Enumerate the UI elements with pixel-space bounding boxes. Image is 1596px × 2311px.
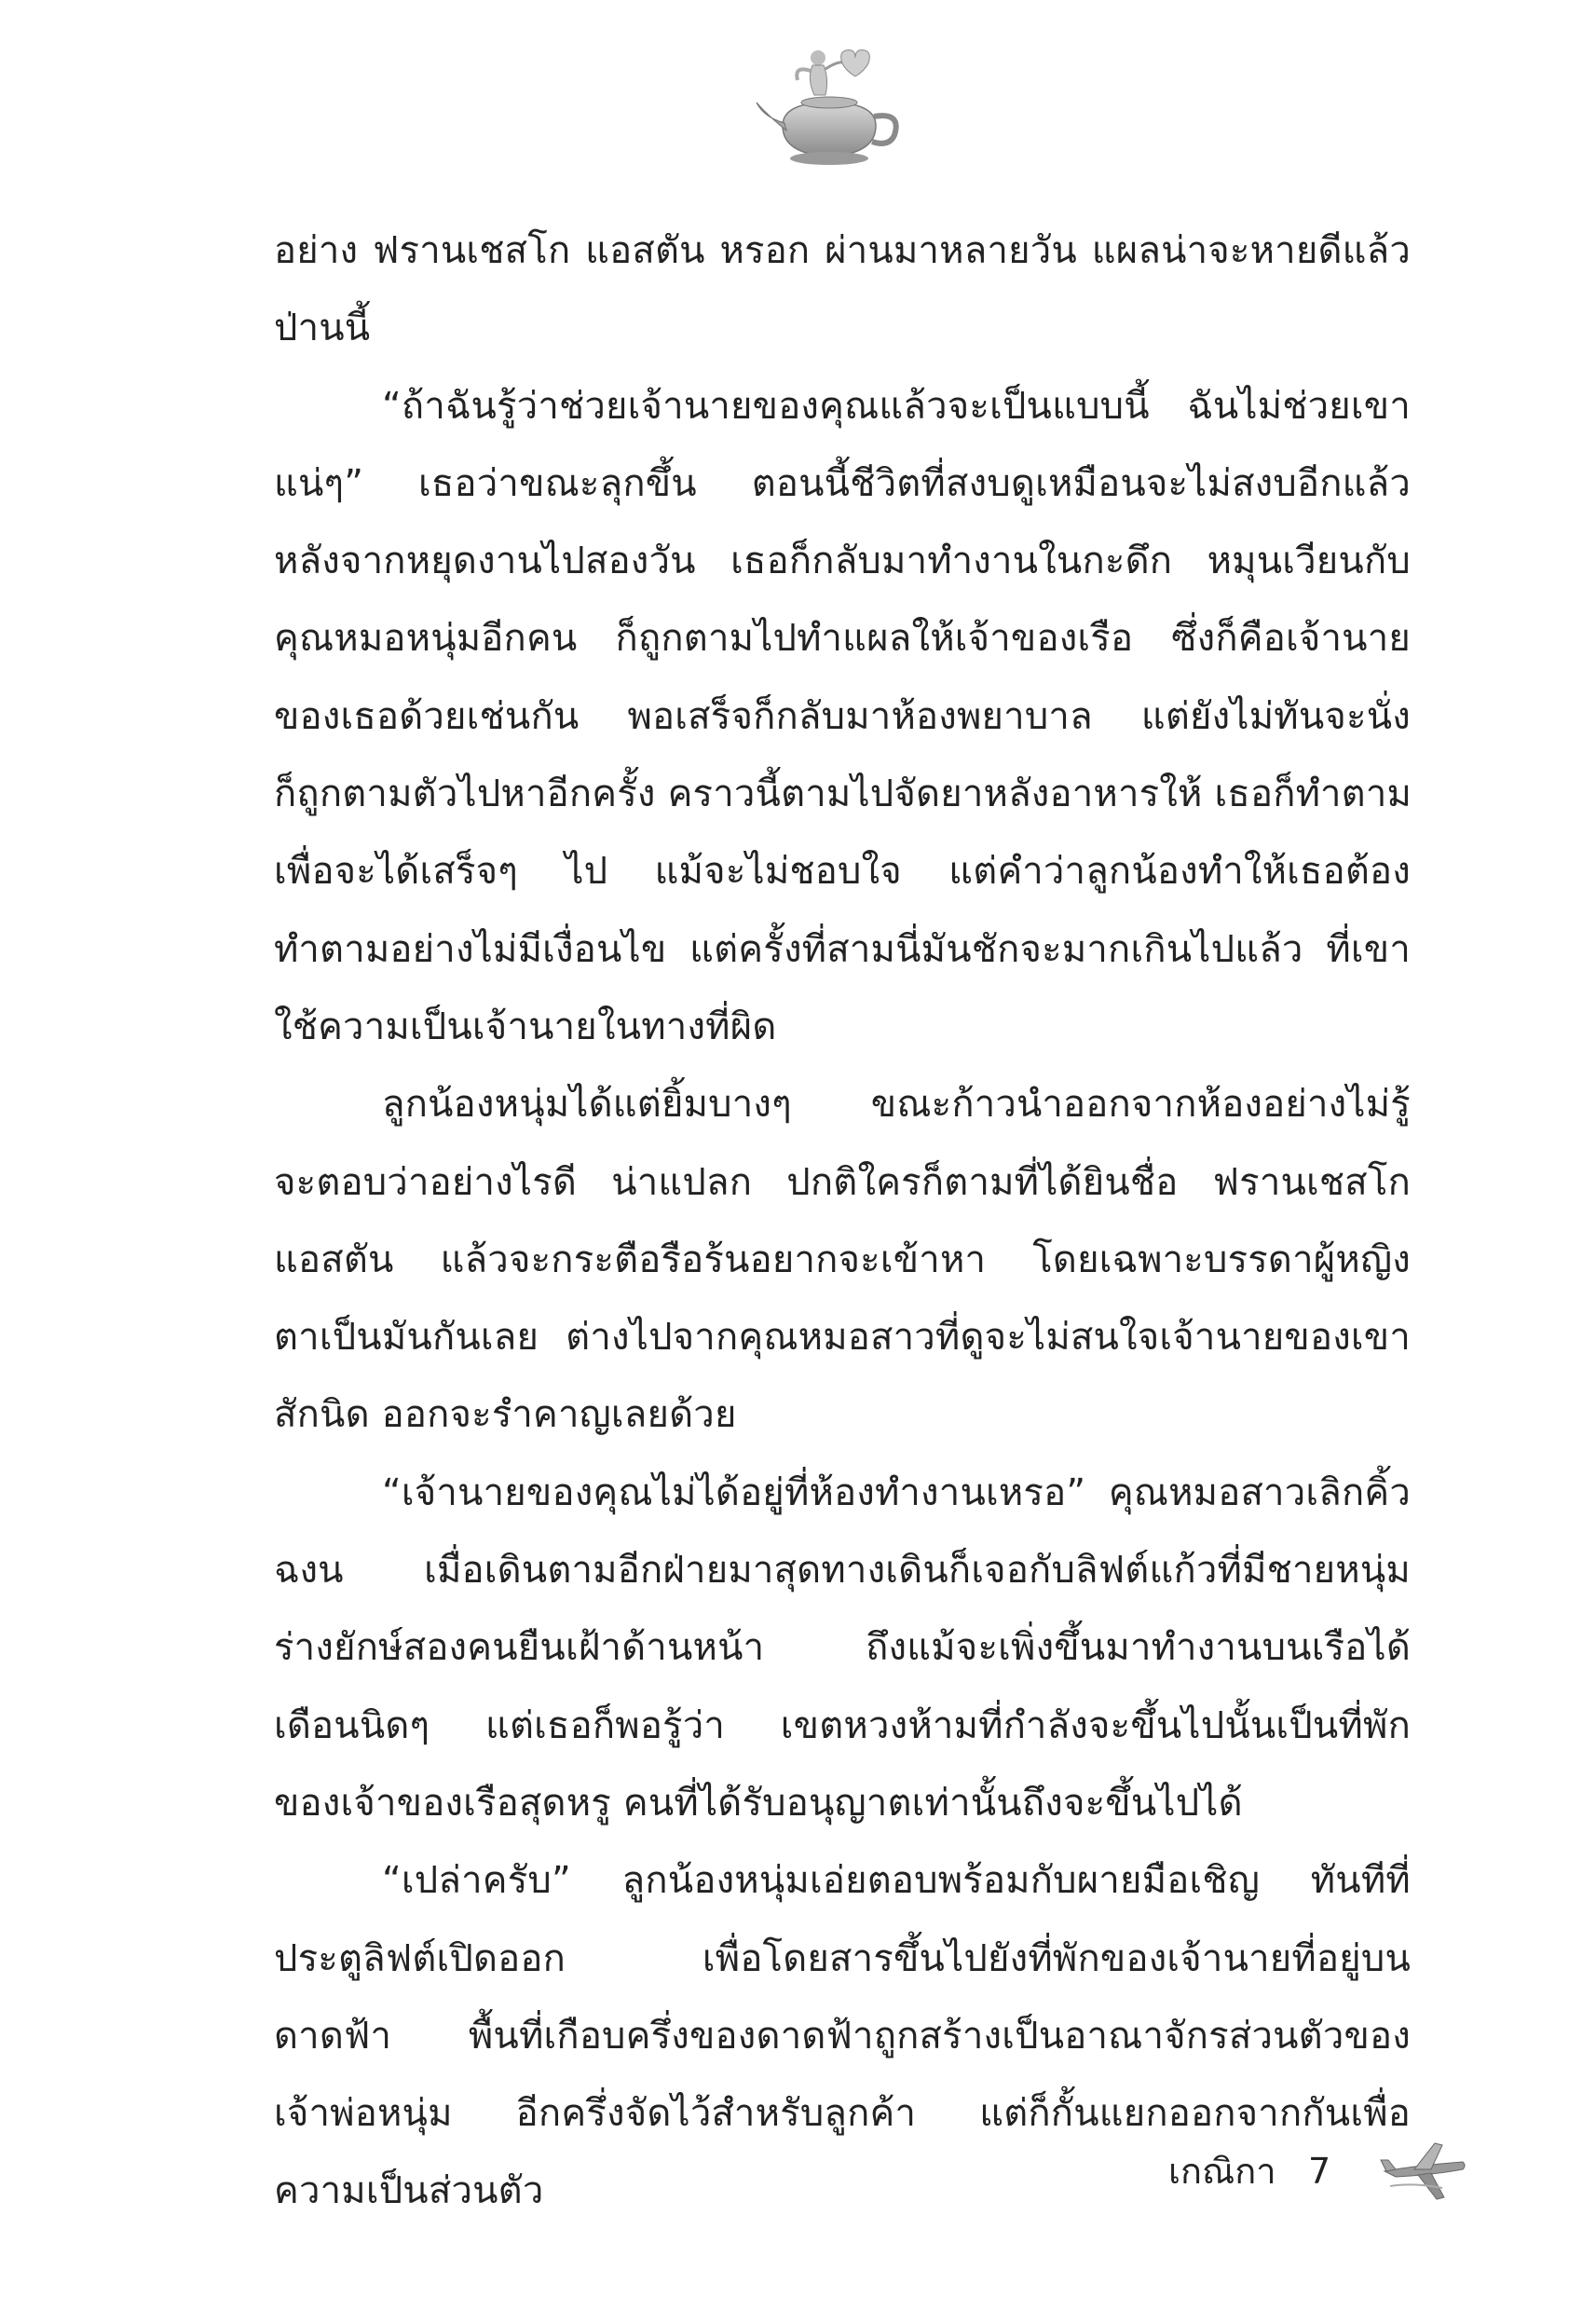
text-line: สักนิด ออกจะรำคาญเลยด้วย	[274, 1393, 737, 1437]
text-line: เพื่อจะได้เสร็จๆ ไป แม้จะไม่ชอบใจ แต่คำว่าลูกน้องทำให้เธอต้อง	[274, 850, 1411, 894]
text-line: ของเจ้าของเรือสุดหรู คนที่ได้รับอนุญาตเท่านั้นถึงจะขึ้นไปได้	[274, 1781, 1243, 1825]
page-number: 7	[1308, 2151, 1331, 2192]
text-line: ความเป็นส่วนตัว	[274, 2169, 544, 2213]
text-line: เดือนนิดๆ แต่เธอก็พอรู้ว่า เขตหวงห้ามที่กำลังจะขึ้นไปนั้นเป็นที่พัก	[274, 1703, 1411, 1747]
book-title: เกณิกา	[1168, 2151, 1276, 2192]
text-line: ทำตามอย่างไม่มีเงื่อนไข แต่ครั้งที่สามนี่มันชักจะมากเกินไปแล้ว ที่เขา	[274, 927, 1411, 971]
text-line: อย่าง ฟรานเชสโก แอสตัน หรอก ผ่านมาหลายวัน แผลน่าจะหายดีแล้ว	[274, 229, 1411, 272]
text-line: เจ้าพ่อหนุ่ม อีกครึ่งจัดไว้สำหรับลูกค้า แต่ก็กั้นแยกออกจากกันเพื่อ	[274, 2092, 1411, 2136]
text-line: ของเธอด้วยเช่นกัน พอเสร็จก็กลับมาห้องพยาบาล แต่ยังไม่ทันจะนั่ง	[274, 694, 1411, 738]
text-line: ก็ถูกตามตัวไปหาอีกครั้ง คราวนี้ตามไปจัดยาหลังอาหารให้ เธอก็ทำตาม	[274, 773, 1412, 816]
text-line: “เปล่าครับ” ลูกน้องหนุ่มเอ่ยตอบพร้อมกับผายมือเชิญ ทันทีที่	[382, 1859, 1411, 1903]
body-text	[274, 212, 1411, 2231]
text-line: ลูกน้องหนุ่มได้แต่ยิ้มบางๆ ขณะก้าวนำออกจากห้องอย่างไม่รู้	[382, 1083, 1411, 1127]
text-line: ร่างยักษ์สองคนยืนเฝ้าด้านหน้า ถึงแม้จะเพิ่งขึ้นมาทำงานบนเรือได้	[274, 1626, 1411, 1670]
text-line: แอสตัน แล้วจะกระตือรือร้นอยากจะเข้าหา โดยเฉพาะบรรดาผู้หญิง	[274, 1238, 1411, 1281]
text-line: คุณหมอหนุ่มอีกคน ก็ถูกตามไปทำแผลให้เจ้าของเรือ ซึ่งก็คือเจ้านาย	[274, 617, 1411, 661]
teapot-cupid-ornament-icon	[745, 37, 913, 177]
text-line: จะตอบว่าอย่างไรดี น่าแปลก ปกติใครก็ตามที่ได้ยินชื่อ ฟรานเชสโก	[274, 1160, 1411, 1204]
text-line: ประตูลิฟต์เปิดออก เพื่อโดยสารขึ้นไปยังที่พักของเจ้านายที่อยู่บน	[274, 1936, 1411, 1980]
text-line: ป่านนี้	[274, 307, 371, 350]
airplane-ornament-icon	[1377, 2134, 1470, 2208]
text-line: ฉงน เมื่อเดินตามอีกฝ่ายมาสุดทางเดินก็เจอกับลิฟต์แก้วที่มีชายหนุ่ม	[274, 1549, 1411, 1593]
text-line: ใช้ความเป็นเจ้านายในทางที่ผิด	[274, 1005, 777, 1048]
text-line: แน่ๆ” เธอว่าขณะลุกขึ้น ตอนนี้ชีวิตที่สงบดูเหมือนจะไม่สงบอีกแล้ว	[274, 461, 1411, 505]
text-line: “เจ้านายของคุณไม่ได้อยู่ที่ห้องทำงานเหรอ” คุณหมอสาวเลิกคิ้ว	[382, 1470, 1411, 1514]
text-line: “ถ้าฉันรู้ว่าช่วยเจ้านายของคุณแล้วจะเป็นแบบนี้ ฉันไม่ช่วยเขา	[382, 384, 1411, 428]
text-line: ตาเป็นมันกันเลย ต่างไปจากคุณหมอสาวที่ดูจะไม่สนใจเจ้านายของเขา	[274, 1316, 1411, 1360]
text-line: หลังจากหยุดงานไปสองวัน เธอก็กลับมาทำงานในกะดึก หมุนเวียนกับ	[274, 540, 1411, 583]
text-line: ดาดฟ้า พื้นที่เกือบครึ่งของดาดฟ้าถูกสร้างเป็นอาณาจักรส่วนตัวของ	[274, 2014, 1411, 2058]
